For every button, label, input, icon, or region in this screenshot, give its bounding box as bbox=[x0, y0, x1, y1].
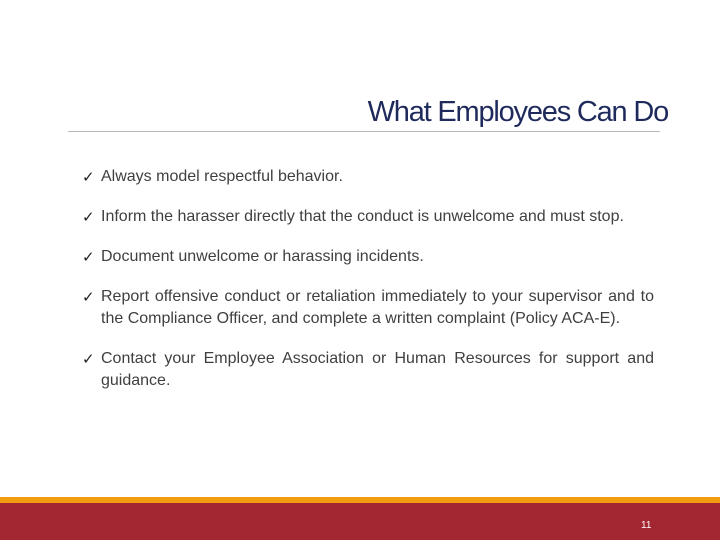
checkmark-icon: ✓ bbox=[82, 248, 95, 266]
bullet-text: Document unwelcome or harassing incidents. bbox=[101, 248, 424, 265]
bullet-text: Inform the harasser directly that the conduct is unwelcome and must stop. bbox=[101, 208, 624, 225]
bullet-text: Always model respectful behavior. bbox=[101, 168, 343, 185]
checkmark-icon: ✓ bbox=[82, 350, 95, 368]
checkmark-icon: ✓ bbox=[82, 288, 95, 306]
bullet-text: Report offensive conduct or retaliation immediately to your supervisor and to the Compliance Officer, and complete a written complaint (Policy ACA-E). bbox=[101, 288, 654, 327]
bullet-item bbox=[82, 286, 654, 330]
bullet-list bbox=[82, 166, 654, 410]
checkmark-icon: ✓ bbox=[82, 168, 95, 186]
footer-band bbox=[0, 503, 720, 540]
bullet-item bbox=[82, 166, 654, 188]
slide-title: What Employees Can Do bbox=[367, 96, 668, 128]
title-divider bbox=[68, 131, 660, 132]
bullet-text: Contact your Employee Association or Human Resources for support and guidance. bbox=[101, 350, 654, 389]
bullet-item bbox=[82, 348, 654, 392]
bullet-item bbox=[82, 206, 654, 228]
checkmark-icon: ✓ bbox=[82, 208, 95, 226]
page-number: 11 bbox=[641, 520, 652, 531]
bullet-item bbox=[82, 246, 654, 268]
